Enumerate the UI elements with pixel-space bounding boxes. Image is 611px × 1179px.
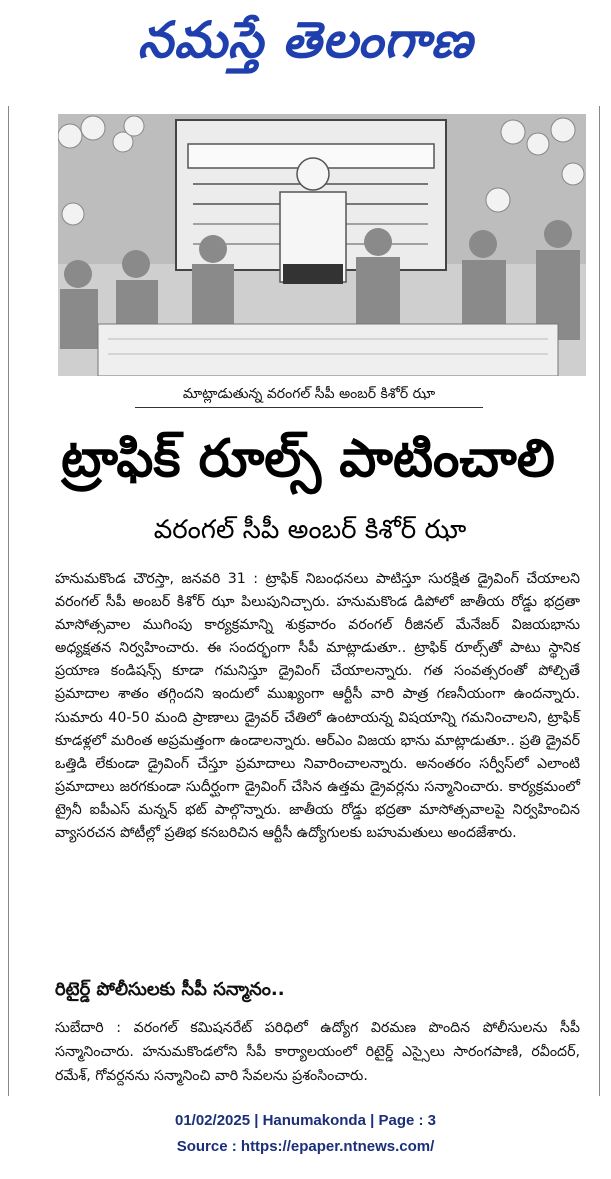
photo-caption: మాట్లాడుతున్న వరంగల్ సీపీ అంబర్ కిశోర్ ఝా [135, 381, 483, 408]
article-body: హనుమకొండ చౌరస్తా, జనవరి 31 : ట్రాఫిక్ నిబంధనలు పాటిస్తూ సురక్షిత డ్రైవింగ్ చేయాలని వరంగల్ సీపీ అంబర్ కిశోర్ ఝా పిలుపునిచ్చారు. హనుమకొండ డిపోలో జాతీయ రోడ్డు భద్రతా మాసోత్సవాల ముగింపు కార్యక్రమాన్ని శుక్రవారం వరంగల్ రీజినల్ మేనేజర్ విజయభాను అధ్యక్షతన నిర్వహించారు. ఈ సందర్భంగా సీపీ మాట్లాడుతూ.. ట్రాఫిక్ రూల్స్‌తో పాటు స్థానిక ప్రయాణ కండిషన్స్ కూడా గమనిస్తూ డ్రైవింగ్ చేయాలన్నారు. గత సంవత్సరంతో పోల్చితే ప్రమాదాల శాతం తగ్గిందని ఇందులో ముఖ్యంగా ఆర్టీసీ వారి పాత్ర గణనీయంగా ఉందన్నారు. సుమారు 40-50 మంది ప్రాణాలు డ్రైవర్ చేతిలో ఉంటాయన్న విషయాన్ని గమనించాలని, ట్రాఫిక్ కూడళ్లలో మరింత అప్రమత్తంగా ఉండాలన్నారు. ఆర్‌ఎం విజయ భాను మాట్లాడుతూ.. ప్రతి డ్రైవర్ ఒత్తిడి లేకుండా డ్రైవింగ్ చేస్తూ ప్రమాదాలు నివారించాలన్నారు. అనంతరం సర్వీస్‌లో ఎలాంటి ప్రమాదాలు జరగకుండా సుదీర్ఘంగా డ్రైవింగ్ చేసిన ఉత్తమ డ్రైవర్లను సన్మానించారు. కార్యక్రమంలో ట్రైనీ ఐపీఎస్ మన్నన్ భట్ పాల్గొన్నారు. జాతీయ రోడ్డు భద్రతా మాసోత్సవాలపై నిర్వహించిన వ్యాసరచన పోటీల్లో ప్రతిభ కనబరిచిన ఆర్టీసీ ఉద్యోగులకు బహుమతులు అందజేశారు. [55, 571, 580, 842]
dateline: 01/02/2025 | Hanumakonda | Page : 3 [174, 1112, 436, 1129]
subheadline: వరంగల్ సీపీ అంబర్ కిశోర్ ఝా [153, 515, 467, 545]
headline: ట్రాఫిక్ రూల్స్ పాటించాలి [61, 429, 555, 489]
photo-illustration [58, 114, 586, 376]
news-photo [58, 114, 586, 376]
source-line: Source : https://epaper.ntnews.com/ [176, 1138, 435, 1155]
masthead [0, 6, 611, 74]
section-title: రిటైర్డ్ పోలీసులకు సీపీ సన్మానం.. [55, 979, 285, 1000]
section-body: సుబేదారి : వరంగల్ కమిషనరేట్ పరిధిలో ఉద్యోగ విరమణ పొందిన పోలీసులను సీపీ సన్మానించారు. హనుమకొండలోని సీపీ కార్యాలయంలో రిటైర్డ్ ఎస్సైలు సారంగపాణి, రవీందర్, రమేశ్, గోవర్దనను సన్మానించి వారి సేవలను ప్రశంసించారు. [55, 1020, 580, 1084]
masthead-title: నమస్తే తెలంగాణ [137, 10, 474, 69]
